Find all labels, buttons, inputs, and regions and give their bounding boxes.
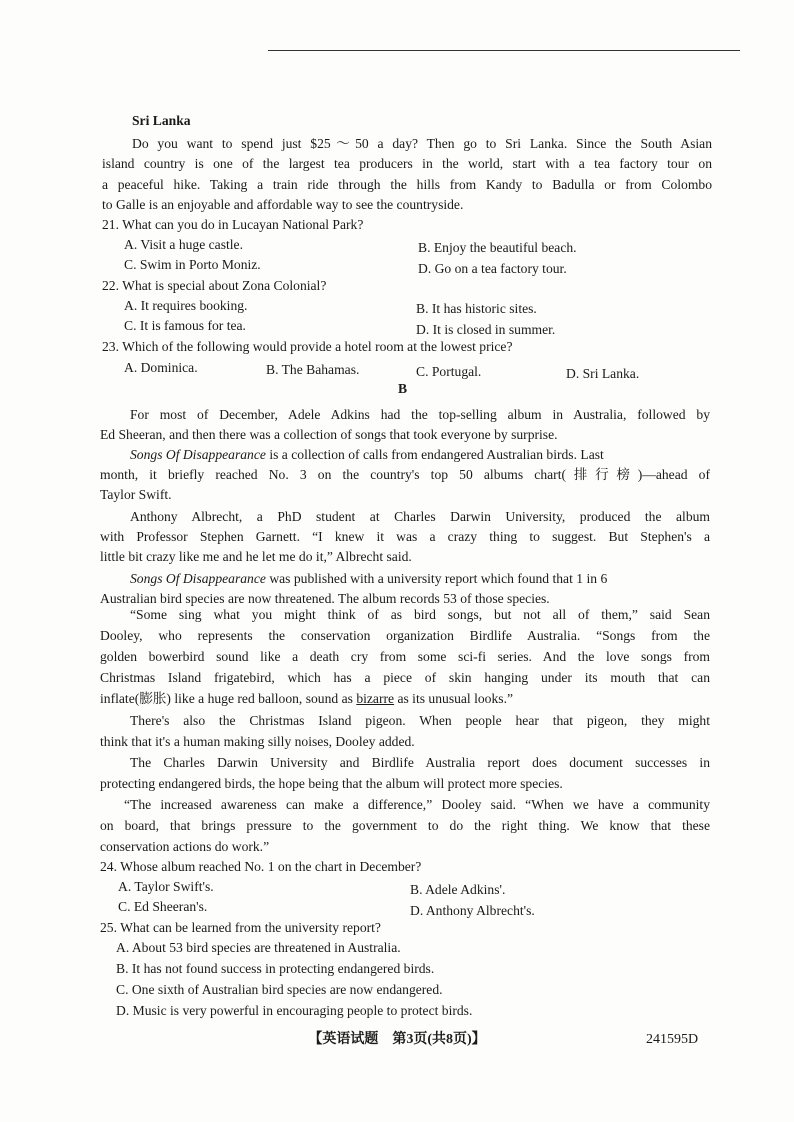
- exam-code: 241595D: [646, 1032, 699, 1047]
- passage-line: think that it's a human making silly noises, Dooley added.: [100, 734, 415, 749]
- question-25-option-d: D. Music is very powerful in encouraging people to protect birds.: [116, 1003, 473, 1018]
- passage-line: Christmas Island frigatebird, which has a piece of skin hanging under its mouth that can: [100, 670, 710, 685]
- passage-line: a peaceful hike. Taking a train ride through the hills from Kandy to Badulla or from Colombo: [102, 177, 712, 192]
- passage-line: little bit crazy like me and he let me do it,” Albrecht said.: [100, 549, 412, 564]
- passage-line: month, it briefly reached No. 3 on the country's top 50 albums chart(排行榜)—ahead of: [100, 467, 710, 482]
- underlined-word: bizarre: [356, 691, 395, 706]
- passage-line: “The increased awareness can make a difference,” Dooley said. “When we have a community: [124, 797, 710, 812]
- question-24-stem: 24. Whose album reached No. 1 on the chart in December?: [100, 859, 422, 874]
- header-rule: [268, 50, 740, 51]
- question-24-option-a: A. Taylor Swift's.: [118, 879, 214, 894]
- question-23-option-d: D. Sri Lanka.: [566, 366, 640, 381]
- album-title: Songs Of Disappearance: [130, 447, 266, 462]
- passage-line: on board, that brings pressure to the government to do the right thing. We know that these: [100, 818, 710, 833]
- question-25-stem: 25. What can be learned from the university report?: [100, 920, 381, 935]
- passage-line: Dooley, who represents the conservation organization Birdlife Australia. “Songs from the: [100, 628, 710, 643]
- question-22-option-b: B. It has historic sites.: [416, 301, 537, 316]
- passage-line: Anthony Albrecht, a PhD student at Charles Darwin University, produced the album: [130, 509, 710, 524]
- passage-line: inflate(膨胀) like a huge red balloon, sound as bizarre as its unusual looks.”: [100, 691, 514, 706]
- question-25-option-a: A. About 53 bird species are threatened in Australia.: [116, 940, 401, 955]
- passage-line: to Galle is an enjoyable and affordable way to see the countryside.: [102, 197, 464, 212]
- question-21-option-d: D. Go on a tea factory tour.: [418, 261, 567, 276]
- question-25-option-b: B. It has not found success in protecting endangered birds.: [116, 961, 435, 976]
- passage-line: golden bowerbird sound like a death cry from some sci-fi series. And the love songs from: [100, 649, 710, 664]
- passage-line: Songs Of Disappearance was published with a university report which found that 1 in 6: [130, 571, 608, 586]
- passage-line: protecting endangered birds, the hope being that the album will protect more species.: [100, 776, 563, 791]
- passage-line: conservation actions do work.”: [100, 839, 270, 854]
- question-22-stem: 22. What is special about Zona Colonial?: [102, 278, 327, 293]
- passage-line: Songs Of Disappearance is a collection of calls from endangered Australian birds. Last: [130, 447, 604, 462]
- question-23-option-b: B. The Bahamas.: [266, 362, 360, 377]
- question-23-stem: 23. Which of the following would provide a hotel room at the lowest price?: [102, 339, 513, 354]
- passage-line: “Some sing what you might think of as bird songs, but not all of them,” said Sean: [130, 607, 710, 622]
- passage-line: Ed Sheeran, and then there was a collection of songs that took everyone by surprise.: [100, 427, 558, 442]
- section-heading-b: B: [398, 381, 408, 396]
- question-24-option-b: B. Adele Adkins'.: [410, 882, 506, 897]
- passage-line: Taylor Swift.: [100, 487, 172, 502]
- passage-line: The Charles Darwin University and Birdlife Australia report does document successes in: [130, 755, 710, 770]
- question-21-stem: 21. What can you do in Lucayan National Park?: [102, 217, 364, 232]
- passage-line: with Professor Stephen Garnett. “I knew it was a crazy thing to suggest. But Stephen's a: [100, 529, 710, 544]
- question-22-option-d: D. It is closed in summer.: [416, 322, 556, 337]
- question-23-option-a: A. Dominica.: [124, 360, 198, 375]
- question-23-option-c: C. Portugal.: [416, 364, 482, 379]
- question-24-option-d: D. Anthony Albrecht's.: [410, 903, 535, 918]
- question-21-option-b: B. Enjoy the beautiful beach.: [418, 240, 577, 255]
- question-21-option-a: A. Visit a huge castle.: [124, 237, 243, 252]
- question-24-option-c: C. Ed Sheeran's.: [118, 899, 208, 914]
- passage-line: For most of December, Adele Adkins had the top-selling album in Australia, followed by: [130, 407, 710, 422]
- page-footer-title: 【英语试题 第3页(共8页)】: [308, 1032, 486, 1047]
- question-21-option-c: C. Swim in Porto Moniz.: [124, 257, 261, 272]
- question-22-option-c: C. It is famous for tea.: [124, 318, 246, 333]
- question-22-option-a: A. It requires booking.: [124, 298, 248, 313]
- passage-line: Do you want to spend just $25～50 a day? Then go to Sri Lanka. Since the South Asian: [132, 136, 712, 151]
- passage-line: Australian bird species are now threatened. The album records 53 of those species.: [100, 591, 550, 606]
- question-25-option-c: C. One sixth of Australian bird species are now endangered.: [116, 982, 443, 997]
- album-title: Songs Of Disappearance: [130, 571, 266, 586]
- passage-line: island country is one of the largest tea producers in the world, start with a tea factory tour on: [102, 156, 712, 171]
- passage-line: There's also the Christmas Island pigeon. When people hear that pigeon, they might: [130, 713, 710, 728]
- section-heading-sri-lanka: Sri Lanka: [132, 113, 191, 128]
